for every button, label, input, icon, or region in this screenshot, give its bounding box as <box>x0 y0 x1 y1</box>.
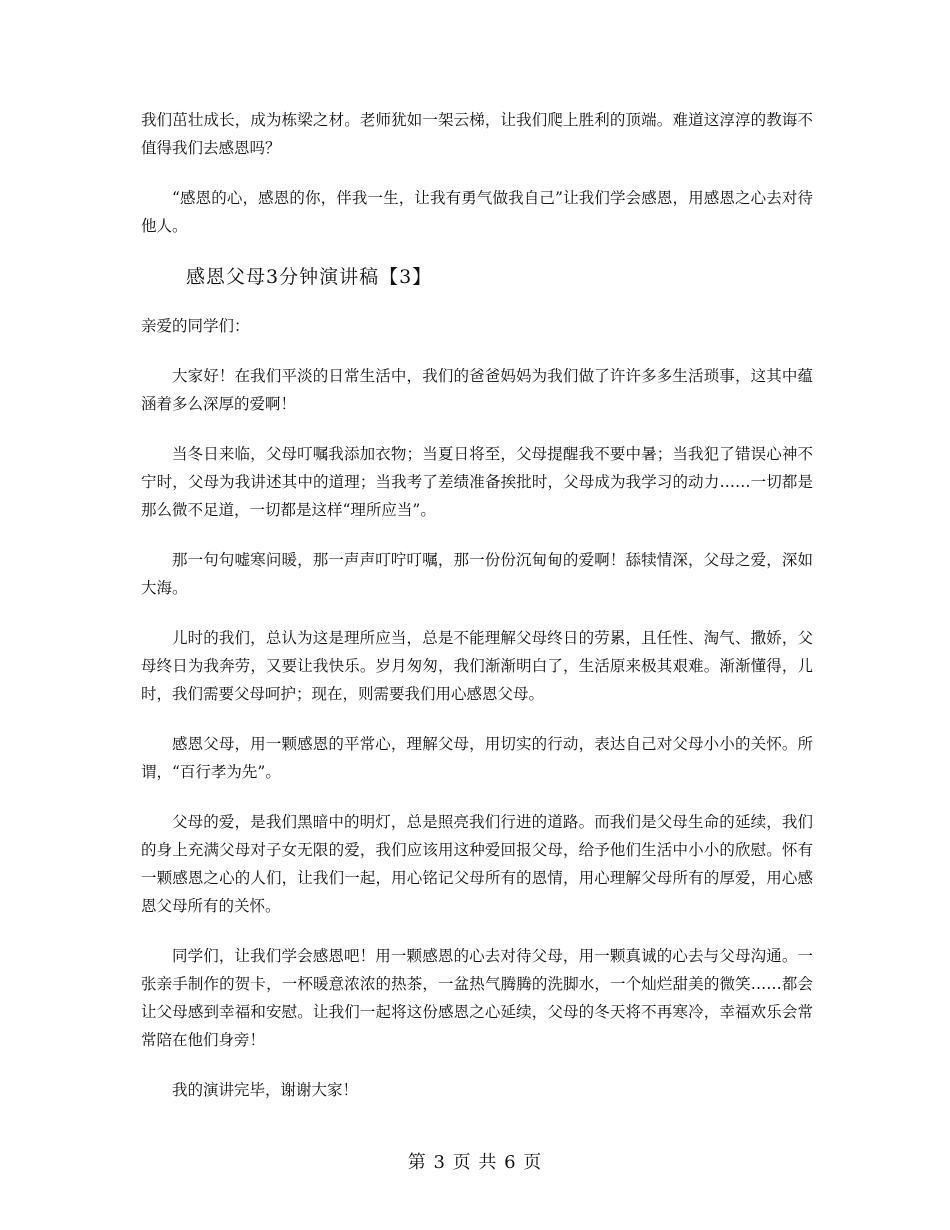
paragraph: 那一句句嘘寒问暖，那一声声叮咛叮嘱，那一份份沉甸甸的爱啊！舔犊情深，父母之爱，深如大海。 <box>141 551 813 597</box>
paragraph: 儿时的我们，总认为这是理所应当，总是不能理解父母终日的劳累，且任性、淘气、撒娇，父母终日为我奔劳，又要让我快乐。岁月匆匆，我们渐渐明白了，生活原来极其艰难。渐渐懂得，儿时，我们需要父母呵护；现在，则需要我们用心感恩父母。 <box>141 629 813 703</box>
paragraph: 当冬日来临，父母叮嘱我添加衣物；当夏日将至，父母提醒我不要中暑；当我犯了错误心神不宁时，父母为我讲述其中的道理；当我考了差绩准备挨批时，父母成为我学习的动力……一切都是那么微不足道，一切都是这样“理所应当”。 <box>141 445 813 519</box>
salutation: 亲爱的同学们： <box>141 317 250 335</box>
paragraph: 父母的爱，是我们黑暗中的明灯，总是照亮我们行进的道路。而我们是父母生命的延续，我们的身上充满父母对子女无限的爱，我们应该用这种爱回报父母，给予他们生活中小小的欣慰。怀有一颗感恩之心的人们，让我们一起，用心铭记父母所有的恩情，用心理解父母所有的厚爱，用心感恩父母所有的关怀。 <box>141 813 813 915</box>
paragraph-quote: “感恩的心，感恩的你，伴我一生，让我有勇气做我自己”让我们学会感恩，用感恩之心去对待他人。 <box>141 189 813 235</box>
paragraph: 感恩父母，用一颗感恩的平常心，理解父母，用切实的行动，表达自己对父母小小的关怀。所谓，“百行孝为先”。 <box>141 735 813 781</box>
paragraph-continued: 我们茁壮成长，成为栋梁之材。老师犹如一架云梯，让我们爬上胜利的顶端。难道这淳淳的教诲不值得我们去感恩吗？ <box>141 111 813 157</box>
page-number-footer: 第 3 页 共 6 页 <box>407 1152 543 1173</box>
section-heading: 感恩父母3分钟演讲稿【3】 <box>186 266 433 288</box>
paragraph: 同学们，让我们学会感恩吧！用一颗感恩的心去对待父母，用一颗真诚的心去与父母沟通。一张亲手制作的贺卡，一杯暖意浓浓的热茶，一盆热气腾腾的洗脚水，一个灿烂甜美的微笑……都会让父母感到幸福和安慰。让我们一起将这份感恩之心延续，父母的冬天将不再寒冷，幸福欢乐会常常陪在他们身旁！ <box>141 947 813 1049</box>
document-body <box>141 106 813 1126</box>
paragraph: 大家好！在我们平淡的日常生活中，我们的爸爸妈妈为我们做了许许多多生活琐事，这其中蕴涵着多么深厚的爱啊！ <box>141 367 813 413</box>
closing-paragraph: 我的演讲完毕，谢谢大家！ <box>172 1081 359 1099</box>
